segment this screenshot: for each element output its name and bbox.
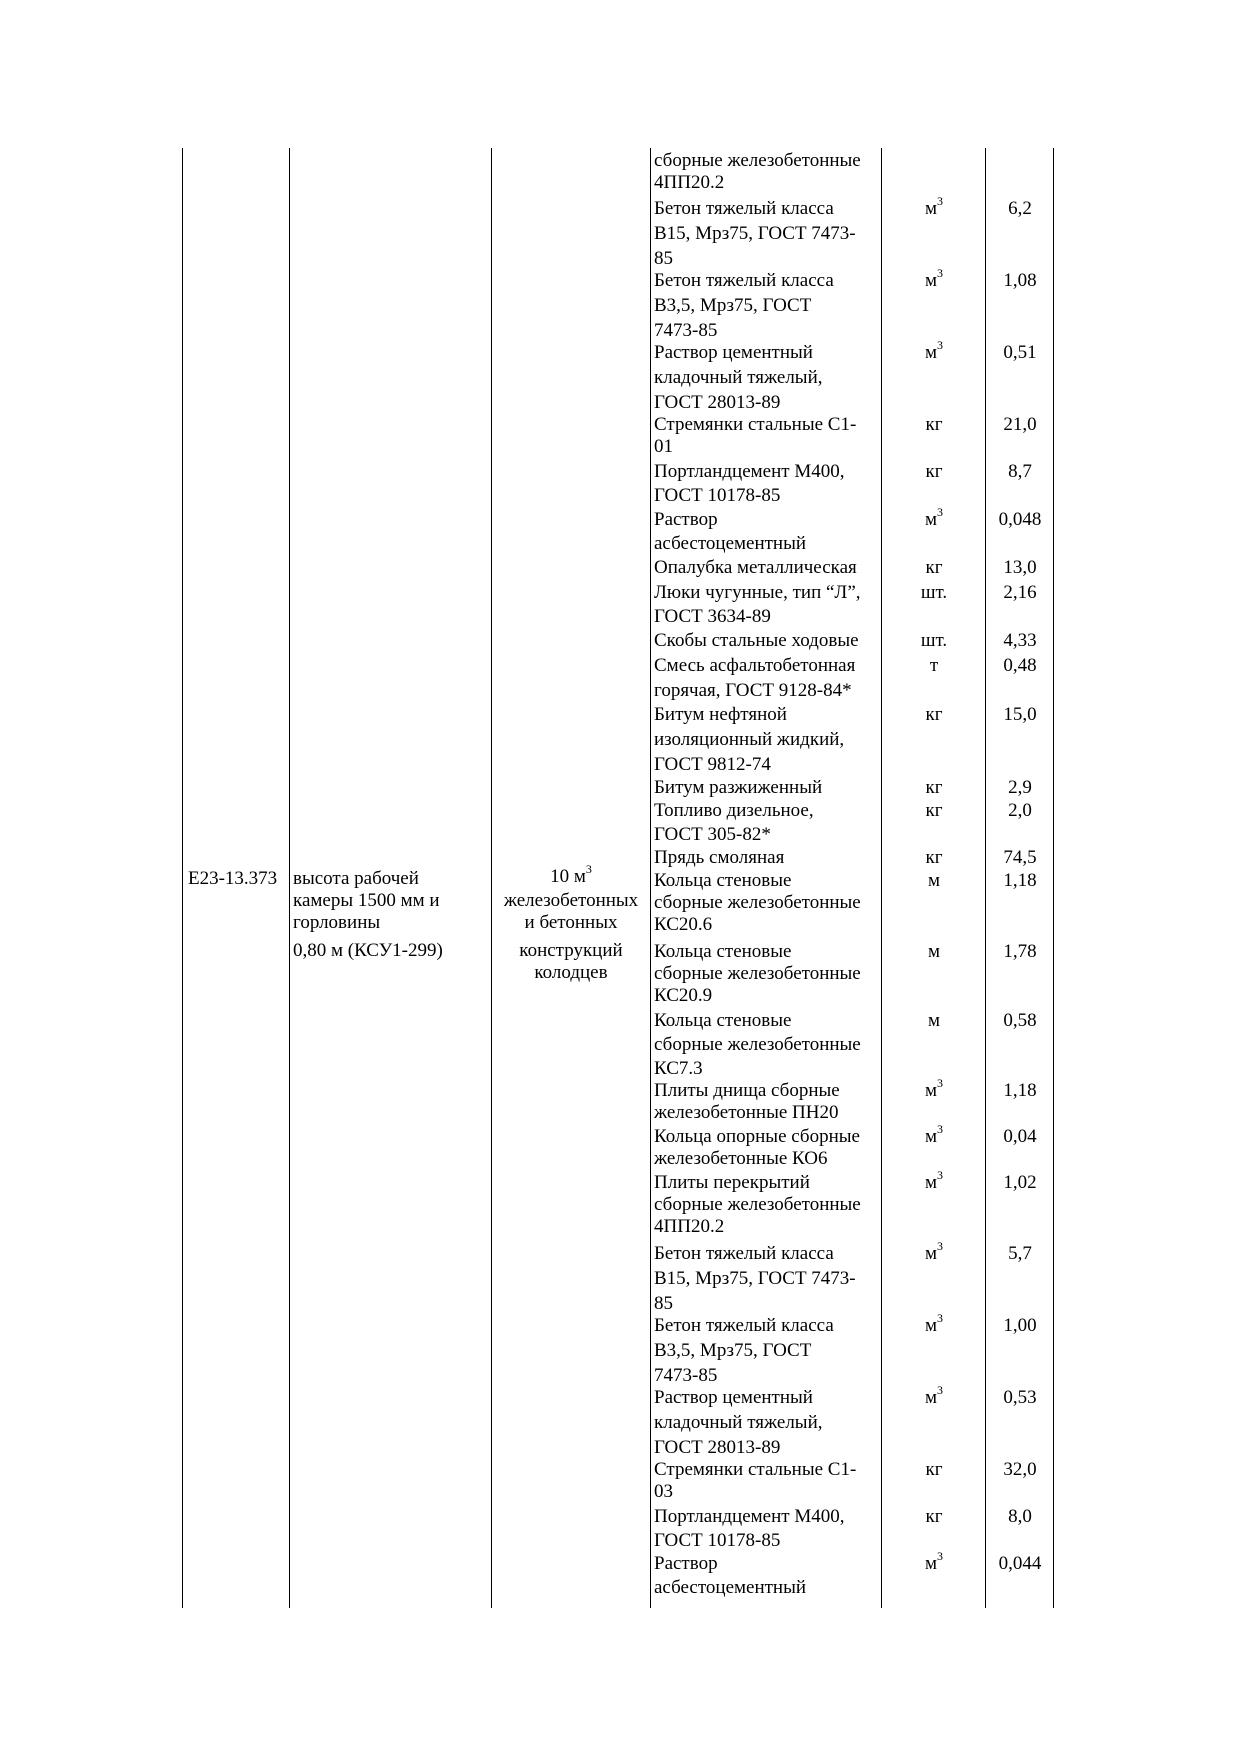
resource-unit bbox=[884, 1167, 984, 1194]
column-divider bbox=[985, 148, 986, 1608]
column-divider bbox=[1053, 148, 1054, 1608]
resource-unit-sup: 3 bbox=[937, 1382, 944, 1397]
resource-unit bbox=[884, 557, 984, 579]
resource-name-line: 85 bbox=[654, 248, 673, 269]
resource-name-line: КС20.6 bbox=[654, 914, 713, 935]
resource-quantity: 13,0 bbox=[1003, 557, 1037, 578]
resource-name-line: Стремянки стальные С1- bbox=[654, 1459, 857, 1480]
column-divider bbox=[182, 148, 183, 1608]
resource-name-line: Плиты перекрытий bbox=[654, 1172, 810, 1193]
resource-unit-text: шт. bbox=[920, 582, 948, 603]
resource-unit-sup: 3 bbox=[937, 1167, 944, 1182]
resource-name-line: КС7.3 bbox=[654, 1058, 703, 1079]
resource-name-line: 7473-85 bbox=[654, 1365, 718, 1386]
resource-unit-text: м bbox=[924, 1172, 938, 1193]
resource-unit bbox=[884, 193, 984, 220]
resource-unit-text: м bbox=[924, 1387, 938, 1408]
resource-name-line: Люки чугунные, тип “Л”, bbox=[654, 582, 861, 603]
resource-name-line: Кольца опорные сборные bbox=[654, 1126, 860, 1147]
resource-unit bbox=[884, 941, 984, 963]
norm-description-line: высота рабочей bbox=[293, 868, 419, 889]
resource-unit-text: м bbox=[927, 870, 941, 891]
resource-unit-sup: 3 bbox=[937, 337, 944, 352]
resource-name-line: сборные железобетонные bbox=[654, 963, 861, 984]
resource-quantity: 15,0 bbox=[1003, 704, 1037, 725]
resource-unit bbox=[884, 337, 984, 364]
column-divider bbox=[881, 148, 882, 1608]
resource-name-line: КС20.9 bbox=[654, 985, 713, 1006]
resource-name-line: Раствор цементный bbox=[654, 1387, 813, 1408]
resource-name-line: Бетон тяжелый класса bbox=[654, 270, 834, 291]
resource-quantity: 74,5 bbox=[1003, 847, 1037, 868]
resource-name-line: кладочный тяжелый, bbox=[654, 367, 823, 388]
resource-name-line: Топливо дизельное, bbox=[654, 800, 814, 821]
resource-unit bbox=[884, 800, 984, 822]
resource-quantity: 5,7 bbox=[1008, 1243, 1032, 1264]
resource-name-line: В15, Мрз75, ГОСТ 7473- bbox=[654, 1268, 856, 1289]
resource-unit-text: м bbox=[927, 1010, 941, 1031]
resource-unit bbox=[884, 704, 984, 726]
resource-unit bbox=[884, 461, 984, 483]
resource-name-line: Раствор bbox=[654, 1553, 718, 1574]
resource-name-line: сборные железобетонные bbox=[654, 892, 861, 913]
resource-unit bbox=[884, 870, 984, 892]
resource-unit-text: шт. bbox=[920, 630, 948, 651]
norm-description-line: камеры 1500 мм и bbox=[293, 890, 440, 911]
resource-unit-text: м bbox=[924, 509, 938, 530]
resource-quantity: 2,0 bbox=[1008, 800, 1032, 821]
resource-quantity: 0,048 bbox=[998, 509, 1042, 530]
resource-quantity: 0,044 bbox=[998, 1553, 1042, 1574]
resource-name-line: 4ПП20.2 bbox=[654, 1216, 725, 1237]
resource-unit-sup: 3 bbox=[937, 193, 944, 208]
resource-name-line: ГОСТ 3634-89 bbox=[654, 606, 771, 627]
resource-unit-text: т bbox=[929, 655, 939, 676]
resource-name-line: Смесь асфальтобетонная bbox=[654, 655, 856, 676]
resource-unit-text: кг bbox=[925, 1459, 943, 1480]
norm-description-line: 0,80 м (КСУ1-299) bbox=[293, 940, 443, 961]
resource-name-line: Опалубка металлическая bbox=[654, 557, 857, 578]
norm-description-line: горловины bbox=[293, 912, 381, 933]
resource-name-line: ГОСТ 28013-89 bbox=[654, 1437, 781, 1458]
resource-unit bbox=[884, 265, 984, 292]
resource-unit-sup: 3 bbox=[937, 1121, 944, 1136]
resource-name-line: Бетон тяжелый класса bbox=[654, 198, 834, 219]
resource-name-line: ГОСТ 9812-74 bbox=[654, 754, 771, 775]
resource-unit-text: м bbox=[924, 1553, 938, 1574]
resource-quantity: 6,2 bbox=[1008, 198, 1032, 219]
resource-unit-sup: 3 bbox=[937, 265, 944, 280]
resource-quantity: 1,78 bbox=[1003, 941, 1037, 962]
resource-unit bbox=[884, 1010, 984, 1032]
resource-quantity: 1,18 bbox=[1003, 870, 1037, 891]
resource-name-line: 01 bbox=[654, 436, 673, 457]
resource-unit-text: кг bbox=[925, 557, 943, 578]
resource-unit bbox=[884, 1382, 984, 1409]
resource-unit-sup: 3 bbox=[937, 504, 944, 519]
resource-name-line: ГОСТ 10178-85 bbox=[654, 485, 781, 506]
resource-unit-text: кг bbox=[925, 414, 943, 435]
resource-quantity: 32,0 bbox=[1003, 1459, 1037, 1480]
resource-quantity: 0,51 bbox=[1003, 342, 1037, 363]
resource-name-line: Стремянки стальные С1- bbox=[654, 414, 857, 435]
resource-name-line: В15, Мрз75, ГОСТ 7473- bbox=[654, 223, 856, 244]
resource-name-line: 03 bbox=[654, 1481, 673, 1502]
resource-name-line: Скобы стальные ходовые bbox=[654, 630, 859, 651]
resource-name-line: Портландцемент М400, bbox=[654, 461, 845, 482]
column-divider bbox=[289, 148, 290, 1608]
resource-name-line: горячая, ГОСТ 9128-84* bbox=[654, 680, 852, 701]
meter-unit bbox=[494, 861, 648, 888]
resource-quantity: 8,7 bbox=[1008, 461, 1032, 482]
meter-line: и бетонных bbox=[524, 912, 618, 933]
resource-name-line: 7473-85 bbox=[654, 320, 718, 341]
meter-sup: 3 bbox=[585, 861, 592, 876]
resource-unit bbox=[884, 777, 984, 799]
resource-unit-sup: 3 bbox=[937, 1075, 944, 1090]
resource-unit bbox=[884, 655, 984, 677]
resource-unit bbox=[884, 1310, 984, 1337]
resource-name-line: Прядь смоляная bbox=[654, 847, 785, 868]
resource-unit bbox=[884, 1238, 984, 1265]
resource-quantity: 0,48 bbox=[1003, 655, 1037, 676]
resource-quantity: 4,33 bbox=[1003, 630, 1037, 651]
resource-name-line: 85 bbox=[654, 1293, 673, 1314]
resource-unit-text: кг bbox=[925, 800, 943, 821]
resource-name-line: изоляционный жидкий, bbox=[654, 729, 845, 750]
resource-name-line: сборные железобетонные bbox=[654, 1034, 861, 1055]
resource-name-line: В3,5, Мрз75, ГОСТ bbox=[654, 295, 812, 316]
resource-name-line: железобетонные ПН20 bbox=[654, 1102, 839, 1123]
resource-quantity: 0,58 bbox=[1003, 1010, 1037, 1031]
resource-name-line: Раствор цементный bbox=[654, 342, 813, 363]
resource-unit-text: м bbox=[924, 198, 938, 219]
resource-name-line: кладочный тяжелый, bbox=[654, 1412, 823, 1433]
resource-unit-text: кг bbox=[925, 777, 943, 798]
column-divider bbox=[650, 148, 651, 1608]
resource-name-line: Портландцемент М400, bbox=[654, 1506, 845, 1527]
resource-quantity: 1,18 bbox=[1003, 1080, 1037, 1101]
resource-unit bbox=[884, 1506, 984, 1528]
column-divider bbox=[491, 148, 492, 1608]
resource-name-line: железобетонные КО6 bbox=[654, 1148, 828, 1169]
resource-unit bbox=[884, 847, 984, 869]
resource-name-line: 4ПП20.2 bbox=[654, 172, 725, 193]
resource-name-line: сборные железобетонные bbox=[654, 1194, 861, 1215]
resource-unit-text: кг bbox=[925, 461, 943, 482]
resource-unit-text: м bbox=[927, 941, 941, 962]
resource-unit bbox=[884, 504, 984, 531]
resource-name-line: Битум нефтяной bbox=[654, 704, 787, 725]
resource-quantity: 1,00 bbox=[1003, 1315, 1037, 1336]
resource-name-line: асбестоцементный bbox=[654, 533, 807, 554]
resource-unit-text: м bbox=[924, 270, 938, 291]
resource-name-line: ГОСТ 305-82* bbox=[654, 824, 771, 845]
resource-name-line: Кольца стеновые bbox=[654, 941, 792, 962]
resource-name-line: В3,5, Мрз75, ГОСТ bbox=[654, 1340, 812, 1361]
resource-name-line: Кольца стеновые bbox=[654, 1010, 792, 1031]
resource-quantity: 8,0 bbox=[1008, 1506, 1032, 1527]
meter-line: конструкций bbox=[519, 940, 623, 961]
resource-unit-text: м bbox=[924, 1080, 938, 1101]
resource-unit-sup: 3 bbox=[937, 1548, 944, 1563]
resource-name-line: Плиты днища сборные bbox=[654, 1080, 840, 1101]
resource-unit bbox=[884, 1121, 984, 1148]
resource-unit bbox=[884, 1075, 984, 1102]
meter-line: колодцев bbox=[534, 962, 608, 983]
resource-quantity: 1,02 bbox=[1003, 1172, 1037, 1193]
resource-quantity: 2,9 bbox=[1008, 777, 1032, 798]
resource-unit-text: кг bbox=[925, 1506, 943, 1527]
resource-unit-text: кг bbox=[925, 704, 943, 725]
resource-unit-text: м bbox=[924, 1315, 938, 1336]
resource-unit-text: м bbox=[924, 1126, 938, 1147]
resource-unit-sup: 3 bbox=[937, 1310, 944, 1325]
resource-name-line: Кольца стеновые bbox=[654, 870, 792, 891]
resource-name-line: Битум разжиженный bbox=[654, 777, 823, 798]
resource-unit-text: кг bbox=[925, 847, 943, 868]
resource-name-line: Раствор bbox=[654, 509, 718, 530]
resource-unit bbox=[884, 414, 984, 436]
resource-unit bbox=[884, 1459, 984, 1481]
resource-unit bbox=[884, 630, 984, 652]
norm-code: Е23-13.373 bbox=[188, 868, 278, 889]
meter-line: железобетонных bbox=[503, 890, 639, 911]
meter-value: 10 м bbox=[550, 866, 586, 887]
resource-quantity: 2,16 bbox=[1003, 582, 1037, 603]
resource-name-line: ГОСТ 10178-85 bbox=[654, 1530, 781, 1551]
resource-quantity: 1,08 bbox=[1003, 270, 1037, 291]
resource-quantity: 0,04 bbox=[1003, 1126, 1037, 1147]
resource-name-line: Бетон тяжелый класса bbox=[654, 1315, 834, 1336]
resource-name-line: Бетон тяжелый класса bbox=[654, 1243, 834, 1264]
resource-name-line: сборные железобетонные bbox=[654, 150, 861, 171]
resource-quantity: 0,53 bbox=[1003, 1387, 1037, 1408]
resource-name-line: асбестоцементный bbox=[654, 1577, 807, 1598]
resource-quantity: 21,0 bbox=[1003, 414, 1037, 435]
resource-unit-text: м bbox=[924, 342, 938, 363]
resource-unit bbox=[884, 582, 984, 604]
resource-name-line: ГОСТ 28013-89 bbox=[654, 392, 781, 413]
resource-unit bbox=[884, 1548, 984, 1575]
resource-unit-text: м bbox=[924, 1243, 938, 1264]
resource-unit-sup: 3 bbox=[937, 1238, 944, 1253]
